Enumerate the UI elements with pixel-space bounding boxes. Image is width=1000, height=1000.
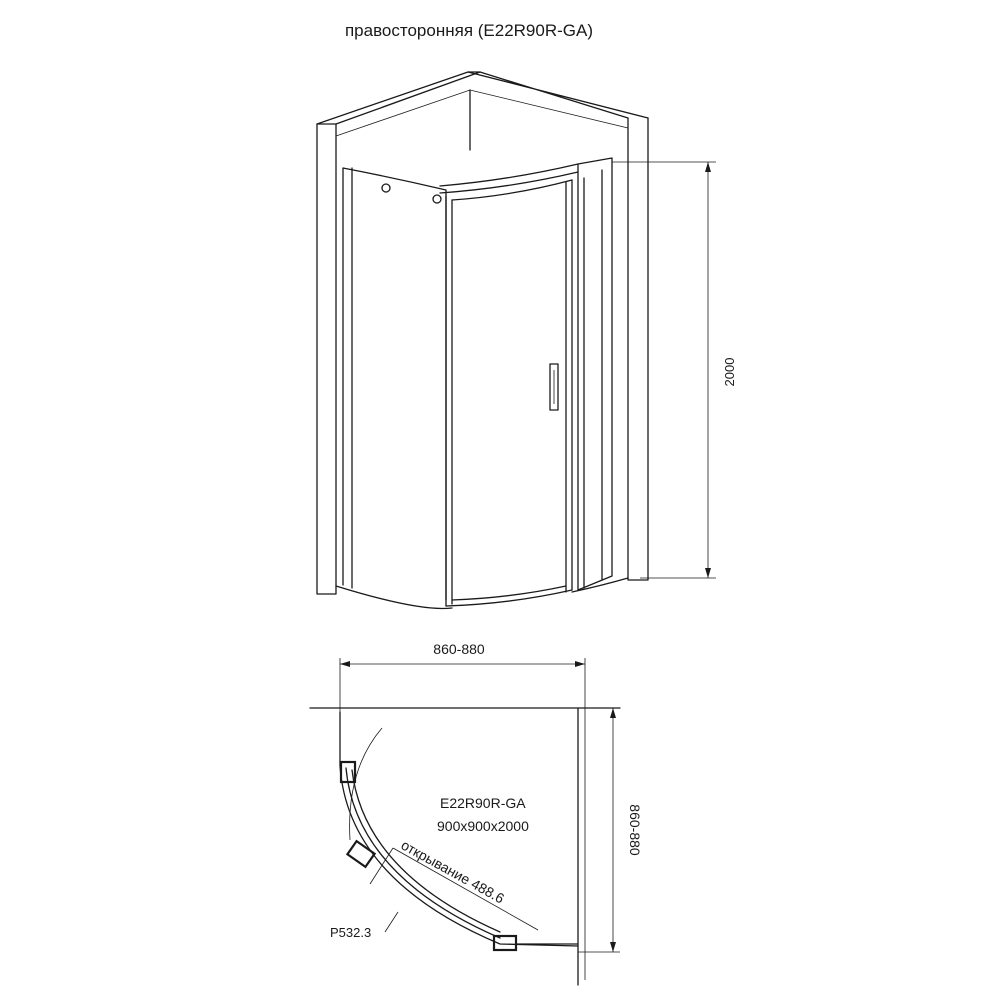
opening-dimension-label: открывание 488.6	[398, 836, 508, 907]
height-dimension-label: 2000	[722, 357, 737, 387]
depth-dim-arrow-bottom	[610, 942, 616, 952]
width-dim-arrow-left	[340, 661, 350, 667]
sliding-door	[446, 180, 572, 606]
radius-leader	[385, 912, 398, 932]
top-roller-right	[433, 195, 441, 203]
top-roller-left	[382, 184, 390, 192]
width-dimension-label: 860-880	[433, 641, 485, 657]
depth-dim-arrow-top	[610, 708, 616, 718]
right-wall	[628, 118, 648, 580]
left-wall	[317, 124, 336, 594]
left-wall-top	[317, 72, 480, 124]
height-dim-arrow-top	[705, 162, 711, 172]
back-wall-edges	[336, 90, 628, 136]
fitting-middle	[347, 841, 374, 867]
model-size-label: 900x900x2000	[437, 818, 529, 834]
model-code-label: E22R90R-GA	[440, 795, 526, 811]
top-rail	[440, 164, 578, 200]
left-fixed-panel	[343, 168, 446, 600]
page-title: правосторонняя (E22R90R-GA)	[344, 21, 594, 40]
door-bottom	[446, 586, 572, 606]
radius-label: P532.3	[330, 925, 372, 940]
right-fixed-panel	[578, 158, 612, 590]
plan-view	[310, 641, 643, 985]
elevation-view	[317, 72, 737, 609]
depth-dimension-label: 860-880	[627, 804, 643, 856]
height-dim-arrow-bottom	[705, 568, 711, 578]
width-dim-arrow-right	[575, 661, 585, 667]
